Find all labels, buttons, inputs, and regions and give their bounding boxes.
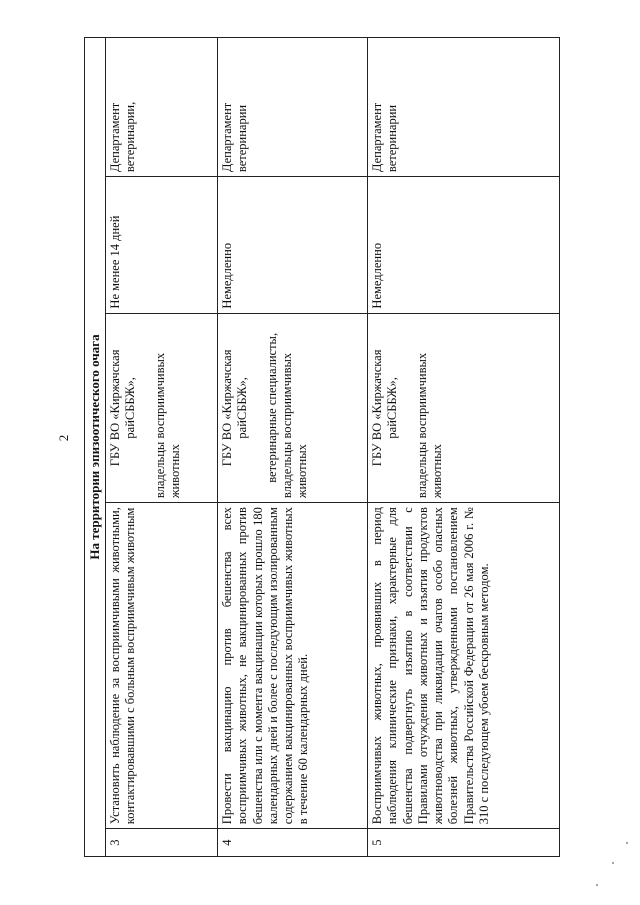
measure-cell: Провести вакцинацию против бешенства всех восприимчивых животных, не вакцинированных против бешенства или с момента вакцинации которых прошло 180 календарных дней и более с последующим изолированным содержанием вакцинированных восприимчивых животных в течение 60 календарных дней. xyxy=(218,503,368,829)
scan-speck xyxy=(626,842,628,844)
table-row xyxy=(368,38,560,857)
term-cell: Немедленно xyxy=(218,177,368,313)
measure-cell: Установить наблюдение за восприимчивыми животными, контактировавшими с больным восприимчивым животным xyxy=(106,503,218,829)
executor-specialists: ветеринарные специалисты, xyxy=(264,332,279,483)
row-number: 3 xyxy=(106,829,218,857)
rotated-table-wrapper xyxy=(84,37,554,857)
row-number: 4 xyxy=(218,829,368,857)
measure-cell: Восприимчивых животных, проявивших в период наблюдения клинические признаки, характерные для бешенства подвергнуть изъятию в соответствии с Правилами отчуждения животных и изъятия продуктов животноводства при ликвидации очагов особо опасных болезней животных, утвержденными постановлением Правительства Российской Федерации от 26 мая 2006 г. № 310 с последующем убоем бескровным методом. xyxy=(368,503,560,829)
row-number: 5 xyxy=(368,829,560,857)
spacer xyxy=(251,318,265,499)
term-cell: Немедленно xyxy=(368,177,560,313)
section-header-row xyxy=(85,38,106,857)
spacer xyxy=(139,318,153,499)
term-cell: Не менее 14 дней xyxy=(106,177,218,313)
executor-owners: владельцы восприимчивых животных xyxy=(152,352,182,499)
executor-cell xyxy=(106,313,218,503)
scan-speck xyxy=(612,862,614,864)
executor-organization: ГБУ ВО «Киржачская райСББЖ», xyxy=(220,349,250,467)
measures-table xyxy=(84,37,560,857)
spacer xyxy=(401,318,415,499)
executor-cell xyxy=(218,313,368,503)
table-row xyxy=(106,38,218,857)
responsible-cell: Департамент ветеринарии, xyxy=(106,38,218,177)
executor-organization: ГБУ ВО «Киржачская райСББЖ», xyxy=(108,349,138,467)
section-title: На территории эпизоотического очага xyxy=(85,38,106,857)
executor-cell xyxy=(368,313,560,503)
executor-organization: ГБУ ВО «Киржачская райСББЖ», xyxy=(370,349,400,467)
executor-owners: владельцы восприимчивых животных xyxy=(414,352,444,499)
page-number: 2 xyxy=(56,434,71,442)
table-row xyxy=(218,38,368,857)
scan-speck xyxy=(596,884,598,886)
responsible-cell: Департамент ветеринарии xyxy=(218,38,368,177)
executor-owners: владельцы восприимчивых животных xyxy=(279,352,309,499)
responsible-cell: Департамент ветеринарии xyxy=(368,38,560,177)
